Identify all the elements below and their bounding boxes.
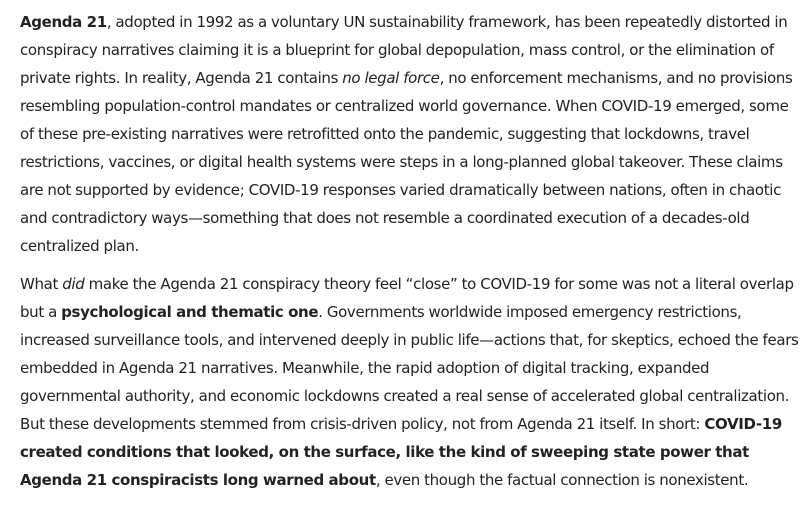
text-span: What: [20, 275, 63, 293]
italic-word: did: [62, 275, 85, 293]
text-span: , adopted in 1992 as a voluntary UN sustainability framework, has been repeatedly distorted in conspiracy narratives claiming it is a blueprint for global depopulation, mass control, or the elimination of private rights. In reality, Agenda 21 contains: [20, 13, 788, 87]
response-text: [20, 8, 806, 494]
bold-term-agenda-21: Agenda 21: [20, 13, 107, 31]
text-span: , even though the factual connection is nonexistent.: [375, 471, 749, 489]
text-span: make the Agenda 21 conspiracy theory feel “close” to COVID-19 for some was not a literal overlap but a: [20, 275, 794, 321]
italic-phrase: no legal force: [342, 69, 440, 87]
bold-conclusion: COVID-19 created conditions that looked, on the surface, like the kind of sweeping state power that Agenda 21 conspiracists long warned about: [20, 415, 782, 489]
paragraph-1: [20, 8, 806, 260]
bold-phrase: psychological and thematic one: [61, 303, 319, 321]
text-span: , no enforcement mechanisms, and no provisions resembling population-control mandates or centralized world governance. When COVID-19 emerged, some of these pre-existing narratives were retrofitted onto the pandemic, suggesting that lockdowns, travel restrictions, vaccines, or digital health systems were steps in a long-planned global takeover. These claims are not supported by evidence; COVID-19 responses varied dramatically between nations, often in chaotic and contradictory ways—something that does not resemble a coordinated execution of a decades-old centralized plan.: [20, 69, 793, 255]
paragraph-2: [20, 270, 806, 494]
text-span: . Governments worldwide imposed emergency restrictions, increased surveillance tools, and intervened deeply in public life—actions that, for skeptics, echoed the fears embedded in Agenda 21 narratives. Meanwhile, the rapid adoption of digital tracking, expanded governmental authority, and economic lockdowns created a real sense of accelerated global centralization. But these developments stemmed from crisis-driven policy, not from Agenda 21 itself. In short:: [20, 303, 799, 433]
